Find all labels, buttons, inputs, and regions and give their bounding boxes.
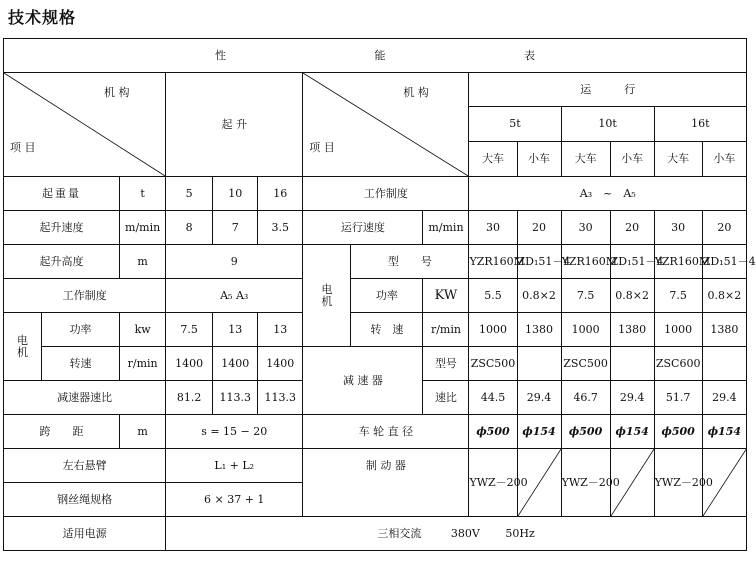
cell-slash [517, 449, 561, 517]
row-label: 起升高度 [4, 245, 120, 279]
car-small: 小车 [517, 142, 561, 177]
reducer-group: 减 速 器 [303, 347, 423, 415]
motor-group-label: 电机 [321, 282, 333, 308]
right-group-travel: 运 行 [469, 73, 747, 107]
right-diag-header [303, 73, 469, 177]
cell-value: 0.8×2 [702, 279, 746, 313]
row-label: 起重量 [4, 177, 120, 211]
spec-table [3, 38, 756, 551]
cell-value: YWZ－200 [561, 449, 610, 517]
row-unit: m [120, 245, 166, 279]
car-small: 小车 [702, 142, 746, 177]
subgroup-10t: 10t [561, 107, 654, 142]
header-char-2: 能 [374, 48, 386, 62]
table-header [4, 39, 747, 73]
cell-value: YZR160M [561, 245, 610, 279]
cell-value: 3.5 [258, 211, 303, 245]
page-title: 技术规格 [8, 8, 77, 27]
header-char-1: 性 [215, 48, 226, 62]
cell-value: ZSC500 [469, 347, 517, 381]
cell-value: s = 15 − 20 [166, 415, 303, 449]
power-supply [166, 517, 747, 551]
right-motor-group [303, 245, 351, 347]
row-label: 制 动 器 [303, 449, 469, 517]
cell-value: 1000 [561, 313, 610, 347]
cell-value: 9 [166, 245, 303, 279]
motor-group-label: 电机 [17, 333, 29, 359]
left-diag-header [4, 73, 166, 177]
row-label: 转速 [42, 347, 120, 381]
header-char-3: 表 [524, 48, 535, 62]
row-unit: KW [423, 279, 469, 313]
row-unit: r/min [423, 313, 469, 347]
cell-value: 7.5 [166, 313, 213, 347]
row-label: 适用电源 [4, 517, 166, 551]
car-big: 大车 [654, 142, 702, 177]
row-label: 运行速度 [303, 211, 423, 245]
car-big: 大车 [469, 142, 517, 177]
cell-value: 7 [213, 211, 258, 245]
cell-value: ϕ154 [610, 415, 654, 449]
subgroup-16t: 16t [654, 107, 746, 142]
cell-value: 113.3 [258, 381, 303, 415]
cell-value: ZD₁51－4 [610, 245, 654, 279]
cell-value: ZSC500 [561, 347, 610, 381]
cell-value: 20 [610, 211, 654, 245]
cell-value: 8 [166, 211, 213, 245]
left-group-lift: 起 升 [166, 73, 303, 177]
cell-value: ZD₁51－4 [702, 245, 746, 279]
cell-value: ϕ154 [702, 415, 746, 449]
cell-slash [702, 449, 746, 517]
cell-value: 51.7 [654, 381, 702, 415]
row-label: 起升速度 [4, 211, 120, 245]
cell-value: 7.5 [561, 279, 610, 313]
cell-value: ZSC600 [654, 347, 702, 381]
cell-value: 16 [258, 177, 303, 211]
cell-value: ZD₁51－4 [517, 245, 561, 279]
cell-value: 1400 [258, 347, 303, 381]
cell-value: ϕ154 [517, 415, 561, 449]
cell-value: 1380 [702, 313, 746, 347]
cell-value: 20 [517, 211, 561, 245]
row-label: 减速器速比 [4, 381, 166, 415]
cell-value: 29.4 [517, 381, 561, 415]
car-big: 大车 [561, 142, 610, 177]
row-label: 车 轮 直 径 [303, 415, 469, 449]
cell-value: 1400 [166, 347, 213, 381]
cell-empty [702, 347, 746, 381]
cell-value: 7.5 [654, 279, 702, 313]
power-freq: 50Hz [505, 526, 535, 540]
subgroup-5t: 5t [469, 107, 561, 142]
cell-value: YZR160M [469, 245, 517, 279]
cell-value: 44.5 [469, 381, 517, 415]
left-diag-bottom-label: 项 目 [10, 141, 36, 154]
row-label: 工作制度 [303, 177, 469, 211]
cell-slash [610, 449, 654, 517]
power-voltage: 380V [450, 526, 480, 540]
cell-empty [517, 347, 561, 381]
cell-value: 20 [702, 211, 746, 245]
cell-value: 13 [258, 313, 303, 347]
cell-value: 113.3 [213, 381, 258, 415]
power-label: 三相交流 [377, 526, 422, 540]
cell-value: 29.4 [610, 381, 654, 415]
row-unit: m [120, 415, 166, 449]
row-unit: kw [120, 313, 166, 347]
row-label: 功率 [42, 313, 120, 347]
left-diag-top-label: 机 构 [104, 86, 130, 99]
cell-value: ϕ500 [561, 415, 610, 449]
cell-value: 81.2 [166, 381, 213, 415]
right-diag-top-label: 机 构 [403, 86, 429, 99]
row-label: 型 号 [351, 245, 469, 279]
cell-value: 5 [166, 177, 213, 211]
cell-value: 30 [561, 211, 610, 245]
row-unit: m/min [423, 211, 469, 245]
cell-value: YZR160M [654, 245, 702, 279]
row-label: 工作制度 [4, 279, 166, 313]
cell-value: ϕ500 [654, 415, 702, 449]
row-label: 转 速 [351, 313, 423, 347]
cell-value: L₁ + L₂ [166, 449, 303, 483]
cell-value: 1400 [213, 347, 258, 381]
cell-value: 13 [213, 313, 258, 347]
cell-value: A₃ ~ A₅ [469, 177, 747, 211]
cell-value: 30 [654, 211, 702, 245]
row-label: 跨 距 [4, 415, 120, 449]
cell-value: 6 × 37 + 1 [166, 483, 303, 517]
row-label: 速比 [423, 381, 469, 415]
row-unit: r/min [120, 347, 166, 381]
cell-value: 5.5 [469, 279, 517, 313]
car-small: 小车 [610, 142, 654, 177]
cell-value: YWZ－200 [654, 449, 702, 517]
cell-value: 29.4 [702, 381, 746, 415]
cell-value: A₅ A₃ [166, 279, 303, 313]
right-diag-bottom-label: 项 目 [309, 141, 335, 154]
cell-value: 30 [469, 211, 517, 245]
cell-value: 10 [213, 177, 258, 211]
cell-value: YWZ－200 [469, 449, 517, 517]
row-label: 左右悬臂 [4, 449, 166, 483]
cell-value: 1380 [610, 313, 654, 347]
row-unit: m/min [120, 211, 166, 245]
row-label: 型号 [423, 347, 469, 381]
cell-value: 0.8×2 [610, 279, 654, 313]
left-motor-group [4, 313, 42, 381]
cell-value: ϕ500 [469, 415, 517, 449]
cell-value: 46.7 [561, 381, 610, 415]
cell-value: 1000 [654, 313, 702, 347]
row-label: 钢丝绳规格 [4, 483, 166, 517]
row-unit: t [120, 177, 166, 211]
cell-value: 1000 [469, 313, 517, 347]
cell-value: 0.8×2 [517, 279, 561, 313]
row-label: 功率 [351, 279, 423, 313]
cell-empty [610, 347, 654, 381]
cell-value: 1380 [517, 313, 561, 347]
